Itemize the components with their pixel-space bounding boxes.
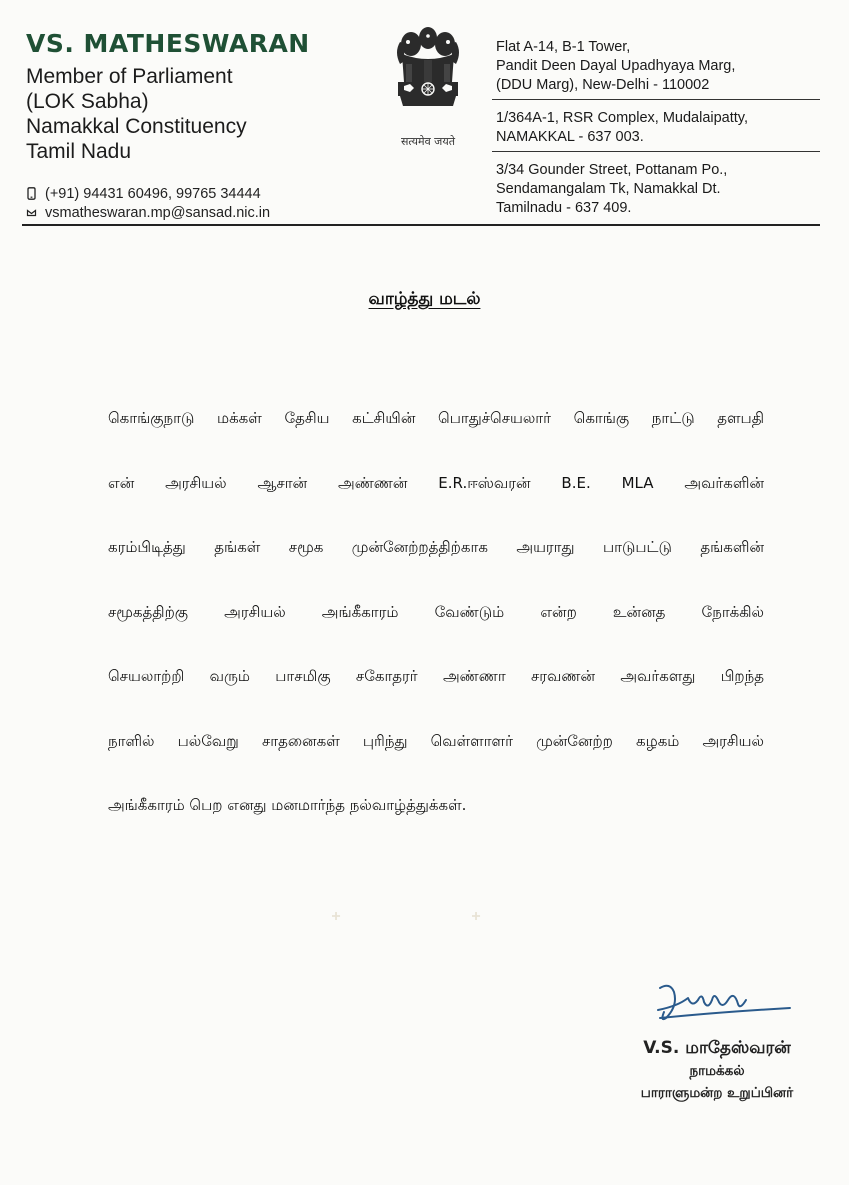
letter-title: வாழ்த்து மடல் [368, 289, 481, 309]
body-line: என் அரசியல் ஆசான் அண்ணன் E.R.ஈஸ்வரன் B.E. MLA அவர்களின் [108, 473, 764, 492]
designation-line: Namakkal Constituency [26, 115, 247, 138]
address-delhi [496, 38, 820, 95]
emblem-motto: सत्यमेव जयते [400, 135, 455, 148]
address-divider [492, 99, 820, 100]
email-address: vsmatheswaran.mp@sansad.nic.in [45, 204, 271, 221]
watermark-mark: ᐩ [470, 905, 482, 940]
address-line: 1/364A-1, RSR Complex, Mudalaipatty, [496, 110, 748, 126]
watermark-mark: ᐩ [330, 905, 342, 940]
address-namakkal [496, 109, 820, 147]
address-line: 3/34 Gounder Street, Pottanam Po., [496, 162, 728, 178]
national-emblem [382, 20, 474, 149]
body-line: கொங்குநாடு மக்கள் தேசிய கட்சியின் பொதுச்செயலார் கொங்கு நாட்டு தளபதி [108, 409, 764, 427]
letter-body [108, 406, 764, 858]
designation-line: Tamil Nadu [26, 140, 132, 163]
email-row [26, 203, 366, 222]
phone-icon [26, 187, 37, 200]
body-line: சமூகத்திற்கு அரசியல் அங்கீகாரம் வேண்டும் என்ற உன்னத நோக்கில் [108, 602, 764, 621]
address-line: Tamilnadu - 637 409. [496, 200, 632, 216]
address-line: (DDU Marg), New-Delhi - 110002 [496, 77, 710, 93]
body-line: நாளில் பல்வேறு சாதனைகள் புரிந்து வெள்ளாளர் முன்னேற்ற கழகம் அரசியல் [108, 731, 764, 750]
body-line: அங்கீகாரம் பெற எனது மனமார்ந்த நல்வாழ்த்துக்கள். [108, 796, 467, 814]
address-line: Sendamangalam Tk, Namakkal Dt. [496, 181, 721, 197]
letterhead-left [26, 30, 366, 222]
lion-capital-icon [386, 20, 470, 132]
phone-row [26, 184, 366, 203]
signatory-block [612, 1036, 822, 1104]
body-line: செயலாற்றி வரும் பாசமிகு சகோதரர் அண்ணா சரவணன் அவர்களது பிறந்த [108, 667, 764, 685]
handwritten-signature [652, 976, 802, 1026]
address-line: Flat A-14, B-1 Tower, [496, 39, 631, 55]
address-divider [492, 151, 820, 152]
header-divider [22, 224, 820, 226]
email-icon [26, 207, 37, 218]
address-line: Pandit Deen Dayal Upadhyaya Marg, [496, 58, 736, 74]
body-line: கரம்பிடித்து தங்கள் சமூக முன்னேற்றத்திற்காக அயராது பாடுபட்டு தங்களின் [108, 538, 764, 556]
letterhead-addresses [496, 38, 820, 218]
signatory-place: நாமக்கல் [689, 1063, 745, 1079]
mp-name: VS. MATHESWARAN [26, 29, 310, 58]
phone-number: (+91) 94431 60496, 99765 34444 [45, 185, 261, 202]
address-sendamangalam [496, 161, 820, 218]
signatory-name: V.S. மாதேஸ்வரன் [643, 1038, 791, 1058]
signatory-role: பாராளுமன்ற உறுப்பினர் [640, 1085, 794, 1101]
contact-info [26, 184, 366, 222]
designation-line: (LOK Sabha) [26, 90, 149, 113]
designation-line: Member of Parliament [26, 65, 233, 88]
address-line: NAMAKKAL - 637 003. [496, 129, 644, 145]
